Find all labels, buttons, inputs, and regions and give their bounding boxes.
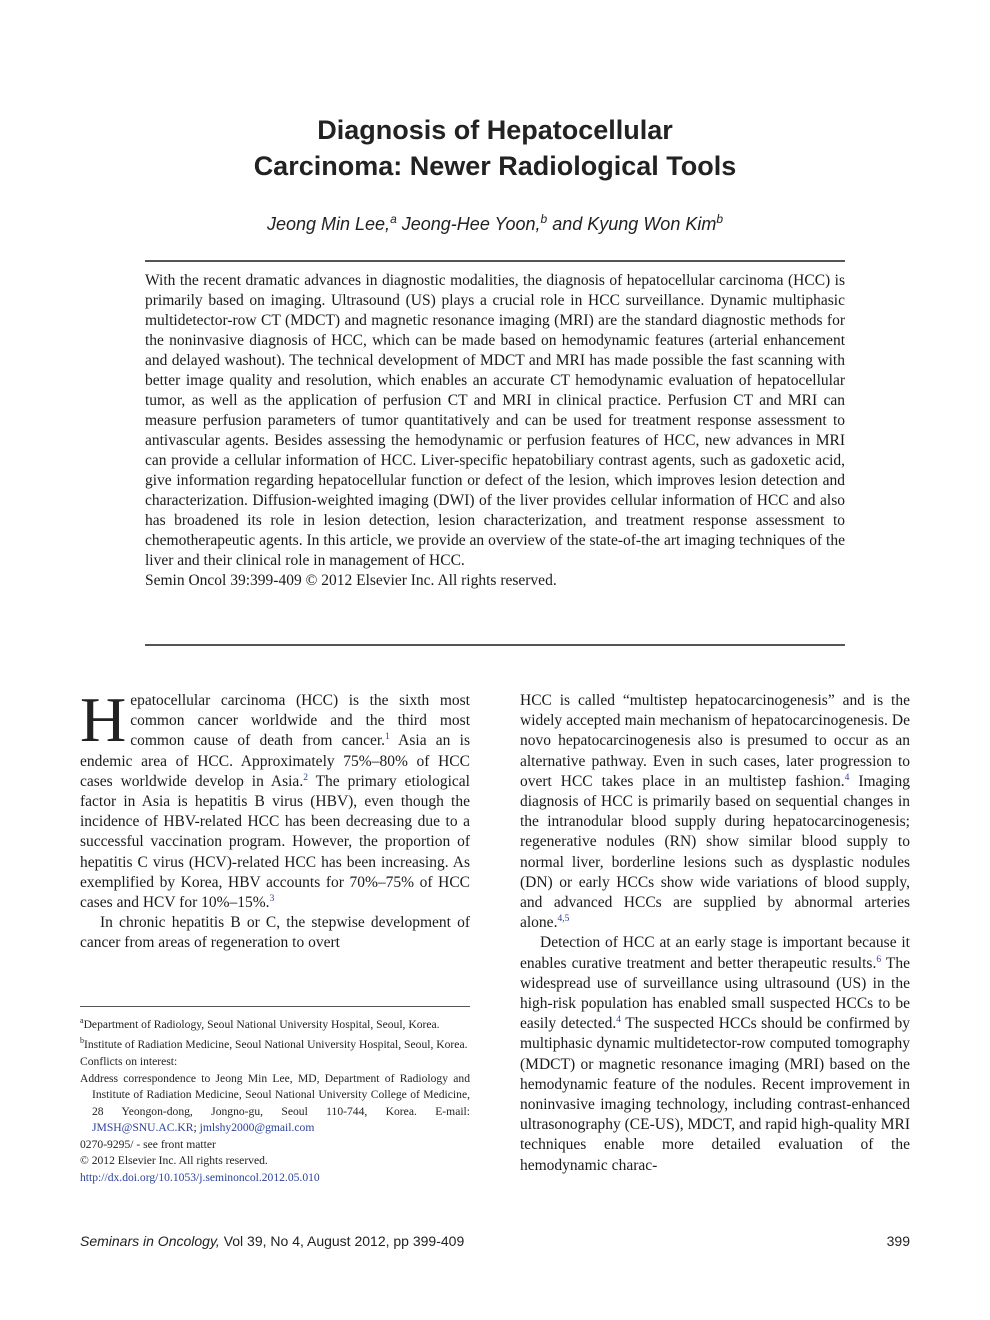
email-separator: ; <box>193 1121 200 1135</box>
journal-footer <box>80 1233 464 1249</box>
reference-link[interactable]: 2 <box>303 772 308 783</box>
abstract-bottom-rule <box>145 644 845 646</box>
body-paragraph-4 <box>520 933 910 1175</box>
author-2: Jeong-Hee Yoon, <box>401 214 541 234</box>
page-number: 399 <box>886 1233 910 1249</box>
affiliation-a-mark: a <box>80 1016 84 1025</box>
abstract-text: With the recent dramatic advances in diagnostic modalities, the diagnosis of hepatocellular carcinoma (HCC) is primarily based on imaging. Ultrasound (US) plays a crucial role in HCC surveillance. Dynamic multiphasic multidetector-row CT (MDCT) and magnetic resonance imaging (MRI) are the standard diagnostic methods for the noninvasive diagnosis of HCC, which can be made based on hemodynamic features (arterial enhancement and delayed washout). The technical development of MDCT and MRI has made possible the fast scanning with better image quality and resolution, which enables an accurate CT hemodynamic evaluation of hepatocellular tumor, as well as the application of perfusion CT and MRI in clinical practice. Perfusion CT and MRI can measure perfusion parameters of tumor quantitatively and can be used for treatment response assessment to antivascular agents. Besides assessing the hemodynamic or perfusion features of HCC, new advances in MRI can provide a cellular information of HCC. Liver-specific hepatobiliary contrast agents, such as gadoxetic acid, give information regarding hepatocellular function or defect of the lesion, which improves lesion detection and characterization. Diffusion-weighted imaging (DWI) of the liver provides cellular information of HCC and also has broadened its role in lesion detection, lesion characterization, and treatment response assessment to chemotherapeutic agents. In this article, we provide an overview of the state-of-the art imaging techniques of the liver and their clinical role in management of HCC. <box>145 272 845 569</box>
abstract-top-rule <box>145 260 845 262</box>
affiliation-b-text: Institute of Radiation Medicine, Seoul National University Hospital, Seoul, Korea. <box>84 1038 468 1052</box>
text-run: epatocellular carcinoma (HCC) is the sixth most common cancer worldwide and the third most common cause of death from cancer. <box>130 692 470 750</box>
affiliation-a <box>80 1013 470 1033</box>
reference-link[interactable]: 3 <box>269 893 275 904</box>
journal-details: Vol 39, No 4, August 2012, pp 399-409 <box>219 1233 465 1249</box>
footnotes <box>80 1013 470 1187</box>
text-run: Imaging diagnosis of HCC is primarily based on sequential changes in the intranodular blood supply during hepatocarcinogenesis; regenerative nodules (RN) show similar blood supply to normal liver, borderline lesions such as dysplastic nodules (DN) or early HCCs show wide variations of blood supply, and advanced HCCs are supplied by abnormal arteries alone. <box>520 772 910 932</box>
title-line-2: Carcinoma: Newer Radiological Tools <box>253 151 737 181</box>
text-run: The suspected HCCs should be confirmed by multiphasic dynamic multidetector-row computed tomography (MDCT) or magnetic resonance imaging (MRI) based on the hemodynamic feature of the nodules. Recent improvement in noninvasive imaging technology, including contrast-enhanced ultrasonography (CE-US), MDCT, and rapid high-quality MRI techniques enable more detailed evaluation of the hemodynamic charac- <box>520 1015 910 1174</box>
author-list <box>0 206 990 237</box>
body-left-column <box>80 684 470 954</box>
paper-title <box>0 112 990 184</box>
title-line-1: Diagnosis of Hepatocellular <box>317 115 673 145</box>
issn-note: 0270-9295/ - see front matter <box>80 1137 216 1151</box>
intro-paragraph-2: In chronic hepatitis B or C, the stepwise development of cancer from areas of regeneration to overt <box>80 914 470 952</box>
address-text: Address correspondence to Jeong Min Lee, MD, Department of Radiology and Institute of Radiation Medicine, Seoul National University College of Medicine, 28 Yeongon-dong, Jongno-gu, Seoul 110-744, Korea. E-mail: <box>80 1071 470 1118</box>
reference-link[interactable]: 4 <box>616 1015 621 1026</box>
conflicts-note: Conflicts on interest: <box>80 1054 178 1068</box>
email-link-2[interactable]: jmlshy2000@gmail.com <box>199 1121 315 1135</box>
affiliation-b-mark: b <box>80 1036 84 1046</box>
author-3: and Kyung Won Kim <box>552 214 717 234</box>
body-paragraph-3 <box>520 691 910 933</box>
text-run: Detection of HCC at an early stage is important because it enables curative treatment and better therapeutic results. <box>520 934 910 972</box>
email-link-1[interactable]: JMSH@SNU.AC.KR <box>92 1121 194 1135</box>
affiliation-b <box>80 1033 470 1053</box>
reference-link[interactable]: 6 <box>876 954 882 965</box>
author-1: Jeong Min Lee, <box>266 214 391 234</box>
doi-link[interactable]: http://dx.doi.org/10.1053/j.seminoncol.2012.05.010 <box>80 1171 320 1185</box>
copyright-note: © 2012 Elsevier Inc. All rights reserved. <box>80 1154 268 1168</box>
reference-link[interactable]: 1 <box>385 732 390 743</box>
text-run: The widespread use of surveillance using ultrasound (US) in the high-risk population has enabled small suspected HCCs to be easily detected. <box>520 954 910 1033</box>
footnote-rule <box>80 1006 470 1007</box>
correspondence-address <box>80 1071 470 1137</box>
abstract-citation: Semin Oncol 39:399-409 © 2012 Elsevier Inc. All rights reserved. <box>145 572 557 589</box>
author-3-affiliation: b <box>716 212 724 226</box>
text-run: Asia an is endemic area of HCC. Approximately 75%–80% of HCC cases worldwide develop in Asia. <box>80 732 470 790</box>
drop-cap: H <box>80 684 127 755</box>
abstract <box>145 271 845 591</box>
reference-link[interactable]: 4 <box>844 772 850 783</box>
author-2-affiliation: b <box>540 212 548 226</box>
text-run: HCC is called “multistep hepatocarcinogenesis” and is the widely accepted main mechanism of hepatocarcinogenesis. De novo hepatocarcinogenesis also is presumed to occur as an alternative pathway. Even in such cases, later progression to overt HCC takes place in an multistep fashion. <box>520 692 910 790</box>
reference-link[interactable]: 4,5 <box>557 914 570 925</box>
affiliation-a-text: Department of Radiology, Seoul National University Hospital, Seoul, Korea. <box>83 1017 440 1031</box>
author-1-affiliation: a <box>390 212 397 226</box>
text-run: The primary etiological factor in Asia is hepatitis B virus (HBV), even though the incidence of HBV-related HCC has been decreasing due to a successful vaccination program. However, the proportion of hepatitis C virus (HCV)-related HCC has been increasing. As exemplified by Korea, HBV accounts for 70%–75% of HCC cases and HCV for 10%–15%. <box>80 772 470 912</box>
body-right-column <box>520 691 910 1176</box>
intro-paragraph-1 <box>80 684 470 913</box>
journal-name: Seminars in Oncology, <box>80 1233 220 1249</box>
